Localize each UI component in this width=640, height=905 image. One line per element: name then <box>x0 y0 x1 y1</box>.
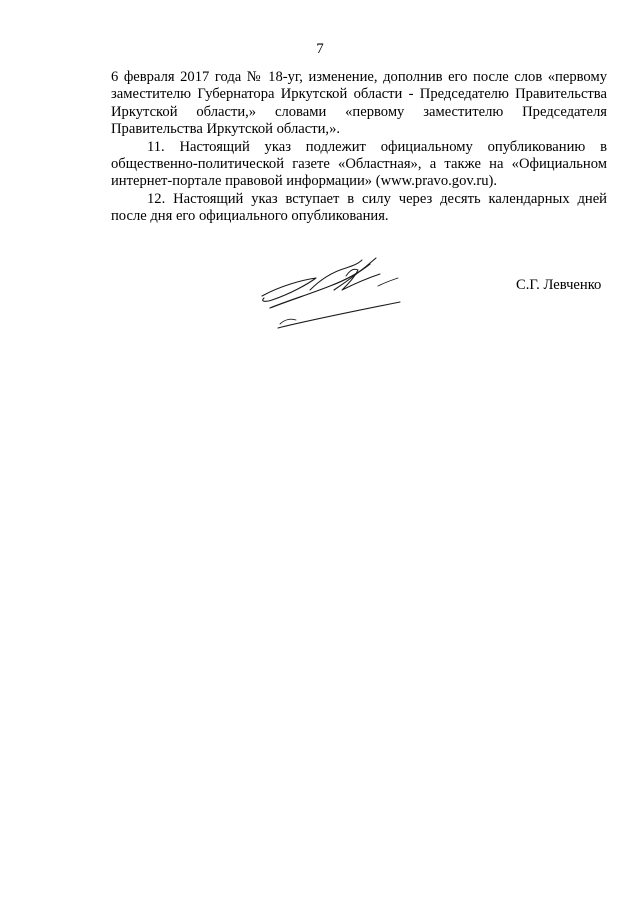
text-line: после дня его официального опубликования. <box>111 208 389 225</box>
paragraph-item-12 <box>111 191 607 226</box>
handwritten-signature-icon <box>250 250 410 332</box>
text-line: общественно-политической газете «Областная», а также на «Официальном <box>111 156 607 173</box>
signer-name: С.Г. Левченко <box>516 277 602 293</box>
document-body <box>111 69 607 226</box>
text-line: интернет-портале правовой информации» (www.pravo.gov.ru). <box>111 173 498 190</box>
text-line: 6 февраля 2017 года № 18-уг, изменение, дополнив его после слов «первому <box>111 69 607 85</box>
paragraph-continuation <box>111 69 607 139</box>
page-number: 7 <box>316 41 324 57</box>
text-line: Иркутской области,» словами «первому заместителю Председателя <box>111 103 607 120</box>
paragraph-item-11 <box>111 139 607 191</box>
text-line: 12. Настоящий указ вступает в силу через десять календарных дней <box>147 190 607 207</box>
text-line: 11. Настоящий указ подлежит официальному опубликованию в <box>147 138 607 155</box>
text-line: заместителю Губернатора Иркутской области - Председателю Правительства <box>111 86 607 103</box>
text-line: Правительства Иркутской области,». <box>111 121 341 138</box>
